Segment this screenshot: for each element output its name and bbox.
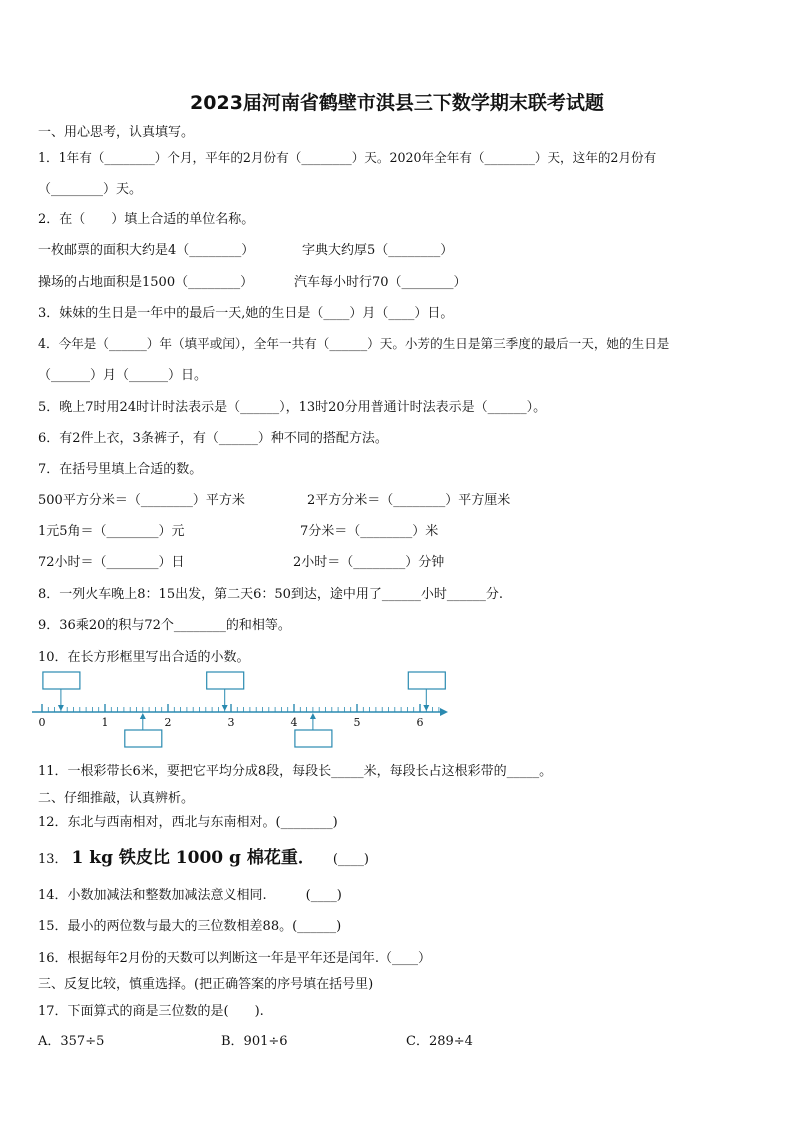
question-7-item-c: 1元5角＝（________）元 [38, 524, 185, 539]
question-8: 8．一列火车晚上8：15出发，第二天6：50到达，途中用了______小时______分. [38, 587, 504, 602]
question-9: 9．36乘20的积与72个________的和相等。 [38, 618, 291, 633]
question-2-item-dictionary: 字典大约厚5（________） [302, 243, 454, 258]
question-12: 12．东北与西南相对，西北与东南相对。(________) [38, 815, 338, 830]
question-7-item-e: 72小时＝（________）日 [38, 555, 185, 570]
pointer-arrowhead [140, 713, 146, 719]
question-10: 10．在长方形框里写出合适的小数。 [38, 650, 250, 665]
question-7-item-a: 500平方分米＝（________）平方米 [38, 493, 245, 508]
option-b: B．901÷6 [221, 1034, 288, 1049]
answer-box [295, 730, 332, 747]
question-1-line-1: 1．1年有（________）个月，平年的2月份有（________）天。2020年全年有（________）天，这年的2月份有 [38, 150, 657, 165]
number-line-label: 6 [416, 716, 424, 729]
section-heading-2: 二、仔细推敲，认真辨析。 [38, 791, 195, 806]
question-16: 16．根据每年2月份的天数可以判断这一年是平年还是闰年.（____） [38, 951, 431, 966]
number-line-label: 5 [353, 716, 361, 729]
question-2-item-stamp: 一枚邮票的面积大约是4（________） [38, 243, 255, 258]
question-4-line-2: （______）月（______）日。 [38, 368, 208, 383]
question-6: 6．有2件上衣，3条裤子，有（______）种不同的搭配方法。 [38, 431, 388, 446]
question-2-item-car: 汽车每小时行70（________） [294, 275, 467, 290]
question-3: 3．妹妹的生日是一年中的最后一天,她的生日是（____）月（____）日。 [38, 306, 454, 321]
question-7: 7．在括号里填上合适的数。 [38, 462, 203, 477]
question-13-answer-blank: (____) [332, 852, 369, 867]
section-heading-1: 一、用心思考，认真填写。 [38, 125, 195, 140]
question-2: 2．在（ ）填上合适的单位名称。 [38, 212, 255, 227]
number-line-label: 1 [101, 716, 109, 729]
question-13-statement: 1 kg 铁皮比 1000 g 棉花重． [71, 848, 315, 868]
question-7-item-d: 7分米＝（________）米 [300, 524, 439, 539]
question-7-item-f: 2小时＝（________）分钟 [293, 555, 445, 570]
pointer-arrowhead [423, 705, 429, 711]
question-17: 17．下面算式的商是三位数的是( ). [38, 1004, 264, 1019]
axis-arrowhead [440, 708, 448, 716]
option-c: C．289÷4 [406, 1034, 473, 1049]
question-7-item-b: 2平方分米＝（________）平方厘米 [307, 493, 511, 508]
answer-box [125, 730, 162, 747]
answer-box [207, 672, 244, 689]
question-4-line-1: 4．今年是（______）年（填平或闰），全年一共有（______）天。小芳的生日是第三季度的最后一天，她的生日是 [38, 336, 670, 351]
pointer-arrowhead [310, 713, 316, 719]
option-a: A．357÷5 [38, 1034, 105, 1049]
pointer-arrowhead [58, 705, 64, 711]
pointer-arrowhead [222, 705, 228, 711]
question-14: 14．小数加减法和整数加减法意义相同. (____) [38, 888, 342, 903]
section-heading-3: 三、反复比较，慎重选择。(把正确答案的序号填在括号里) [38, 977, 374, 992]
number-line-figure [30, 668, 460, 750]
number-line-label: 0 [38, 716, 46, 729]
number-line-label: 2 [164, 716, 172, 729]
question-5: 5．晚上7时用24时计时法表示是（______），13时20分用普通计时法表示是（______）。 [38, 400, 547, 415]
question-15: 15．最小的两位数与最大的三位数相差88。(______) [38, 919, 342, 934]
question-13 [38, 843, 369, 868]
question-13-number: 13． [38, 852, 68, 867]
question-1-line-2: （________）天。 [38, 182, 143, 197]
page-title: 2023届河南省鹤壁市淇县三下数学期末联考试题 [190, 92, 604, 114]
question-2-item-playground: 操场的占地面积是1500（________） [38, 275, 254, 290]
number-line-label: 3 [227, 716, 235, 729]
answer-box [43, 672, 80, 689]
number-line-label: 4 [290, 716, 298, 729]
answer-box [408, 672, 445, 689]
question-11: 11．一根彩带长6米，要把它平均分成8段，每段长_____米，每段长占这根彩带的_____。 [38, 764, 553, 779]
